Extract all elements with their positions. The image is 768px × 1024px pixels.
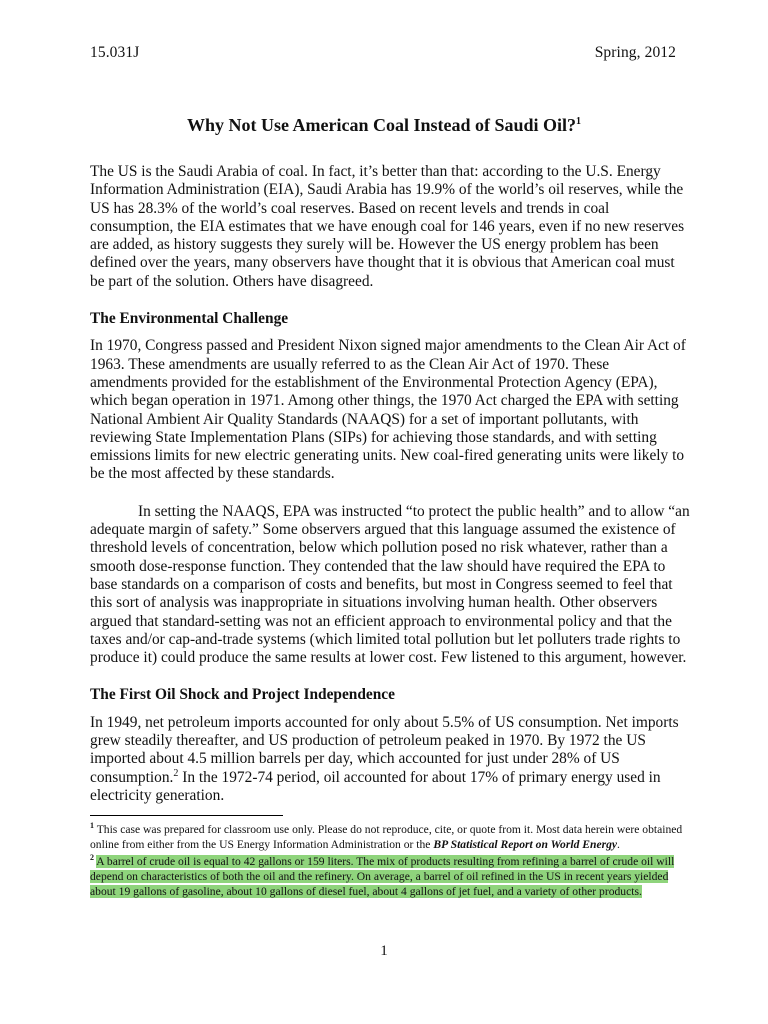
oil-shock-paragraph xyxy=(90,714,690,805)
intro-paragraph: The US is the Saudi Arabia of coal. In fact, it’s better than that: according to the U.S. Energy Information Administration (EIA), Saudi Arabia has 19.9% of the world’s oil reserves, while the US has 28.3% of the world’s coal reserves. Based on recent levels and trends in coal consumption, the EIA estimates that we have enough coal for 146 years, even if no new reserves are added, as history suggests they surely will be. However the US energy problem has been defined over the years, many observers have thought that it is obvious that American coal must be part of the solution. Others have disagreed. xyxy=(90,163,685,290)
course-number: 15.031J xyxy=(90,44,140,61)
footnote-2-highlighted-text: A barrel of crude oil is equal to 42 gallons or 159 liters. The mix of products resulting from refining a barrel of crude oil will depend on characteristics of both the oil and the refinery. On average, a barrel of oil refined in the US in recent years yielded about 19 gallons of gasoline, about 10 gallons of diesel fuel, about 4 gallons of jet fuel, and a variety of other products. xyxy=(90,855,675,899)
document-body xyxy=(90,163,690,824)
page-number: 1 xyxy=(380,943,388,959)
oil-shock-text-a: In 1949, net petroleum imports accounted for only about 5.5% of US consumption. Net imports grew steadily thereafter, and US production of petroleum peaked in 1970. By 1972 the US imported about 4.5 million barrels per day, which accounted for just under 28% of US consumption. xyxy=(90,713,679,786)
title-text: Why Not Use American Coal Instead of Saudi Oil? xyxy=(186,115,577,135)
footnote-1-source: BP Statistical Report on World Energy xyxy=(433,838,618,852)
section-heading-environmental: The Environmental Challenge xyxy=(90,310,289,328)
footnote-1 xyxy=(90,822,690,852)
footnote-2 xyxy=(90,854,690,899)
oil-shock-text-b: In the 1972-74 period, oil accounted for about 17% of primary energy used in electricity generation. xyxy=(90,768,661,804)
title-footnote-mark[interactable]: 1 xyxy=(576,116,582,127)
footnote-2-mark: 2 xyxy=(90,853,94,863)
footnote-1-text: This case was prepared for classroom use only. Please do not reproduce, cite, or quote from it. Most data herein were obtained online from either from the US Energy Information Administration or the xyxy=(90,823,683,852)
footnote-1-mark: 1 xyxy=(90,821,94,831)
footnote-1-end: . xyxy=(617,838,620,852)
environmental-paragraph-1: In 1970, Congress passed and President Nixon signed major amendments to the Clean Air Act of 1963. These amendments are usually referred to as the Clean Air Act of 1970. These amendments provided for the establishment of the Environmental Protection Agency (EPA), which began operation in 1971. Among other things, the 1970 Act charged the EPA with setting National Ambient Air Quality Standards (NAAQS) for a set of important pollutants, with reviewing State Implementation Plans (SIPs) for achieving those standards, and with setting emissions limits for new electric generating units. New coal-fired generating units were likely to be the most affected by these standards. xyxy=(90,337,686,483)
footnote-2-reference[interactable]: 2 xyxy=(173,767,179,779)
footnotes xyxy=(90,822,690,901)
footnote-divider xyxy=(90,815,283,816)
page-title xyxy=(0,115,768,136)
page-header xyxy=(90,44,676,62)
environmental-paragraph-2: In setting the NAAQS, EPA was instructed “to protect the public health” and to allow “an adequate margin of safety.” Some observers argued that this language assumed the existence of threshold levels of concentration, below which pollution posed no risk whatever, rather than a smooth dose-response function. They contended that the law should have required the EPA to base standards on a comparison of costs and benefits, but most in Congress seemed to feel that this sort of analysis was inappropriate in situations involving human health. Other observers argued that standard-setting was not an efficient approach to environmental policy and that the taxes and/or cap-and-trade systems (which limited total pollution but let polluters trade rights to produce it) could produce the same results at lower cost. Few listened to this argument, however. xyxy=(90,502,690,667)
term: Spring, 2012 xyxy=(594,44,676,61)
section-heading-oil-shock: The First Oil Shock and Project Independence xyxy=(90,686,395,704)
